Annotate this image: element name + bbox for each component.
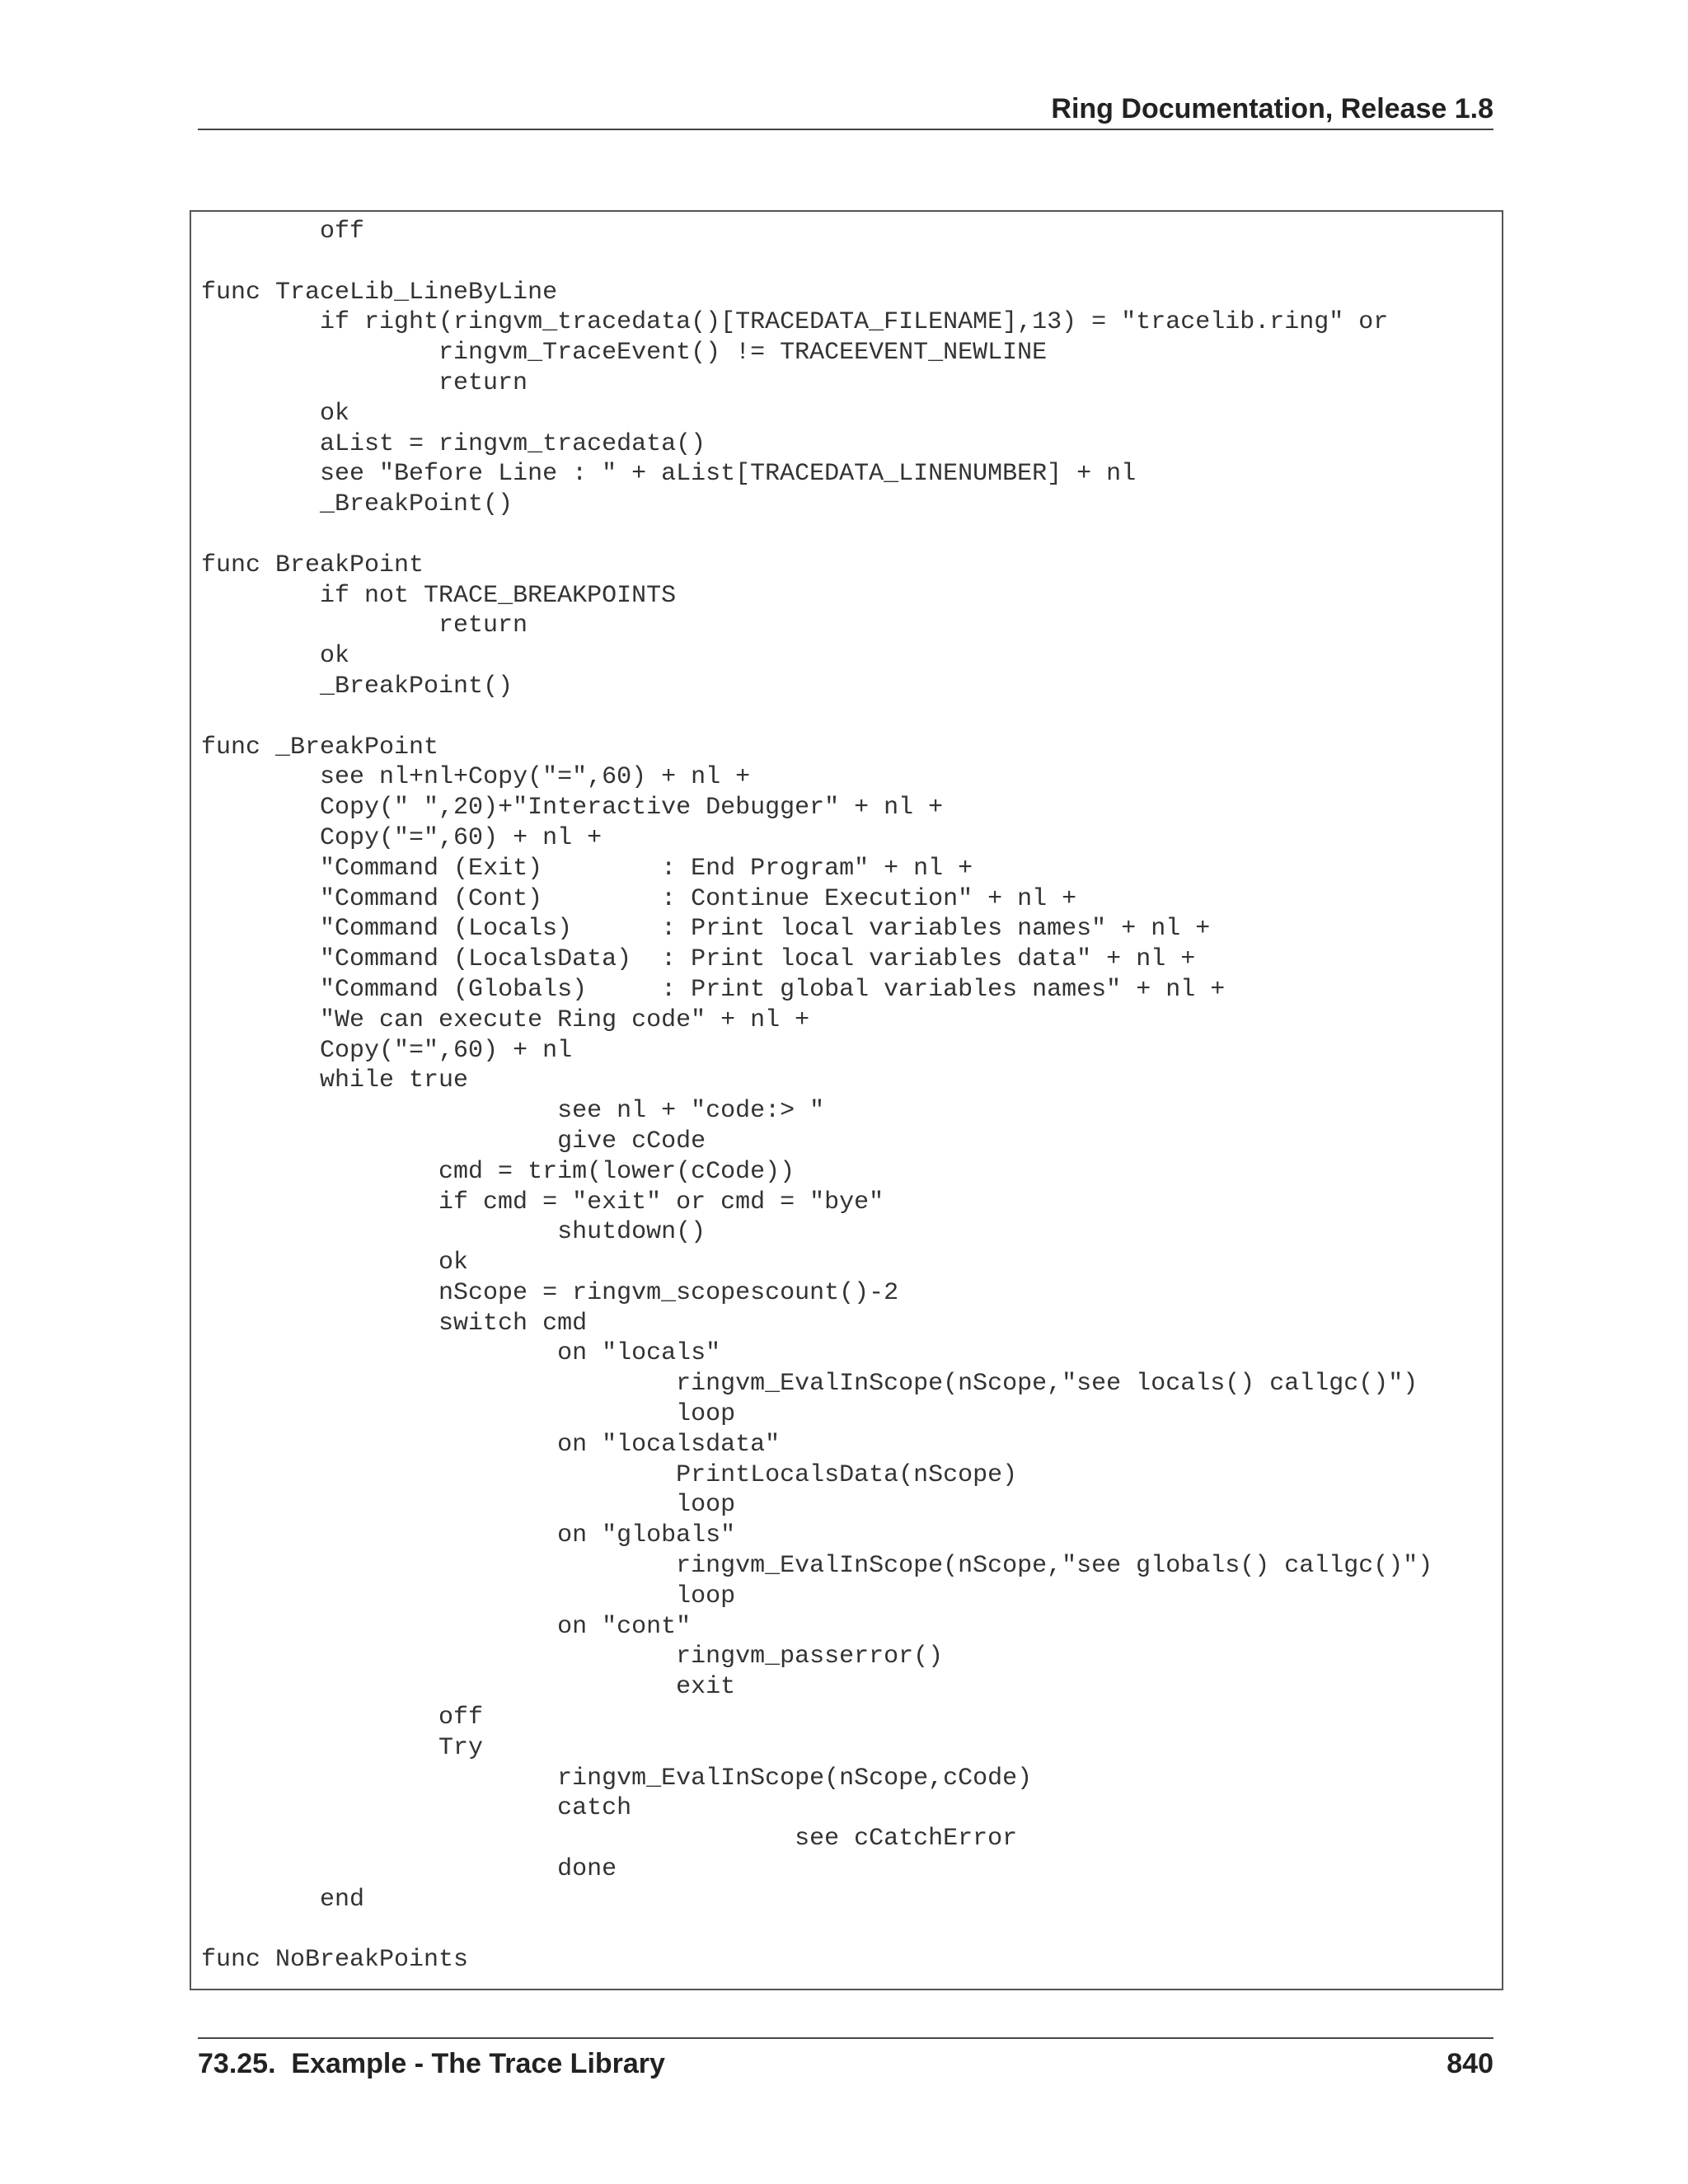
page-number: 840 — [1447, 2048, 1493, 2079]
page-footer — [198, 2037, 1493, 2087]
code-listing: off func TraceLib_LineByLine if right(ringvm_tracedata()[TRACEDATA_FILENAME],13) = "tracelib.ring" or ringvm_TraceEvent() != TRACEEVENT_NEWLINE return ok aList = ringvm_tracedata() see "Before Line : " + aList[TRACEDATA_LINENUMBER] + nl _BreakPoint() func BreakPoint if not TRACE_BREAKPOINTS return ok _BreakPoint() func _BreakPoint see nl+nl+Copy("=",60) + nl + Copy(" ",20)+"Interactive Debugger" + nl + Copy("=",60) + nl + "Command (Exit) : End Program" + nl + "Command (Cont) : Continue Execution" + nl + "Command (Locals) : Print local variables names" + nl + "Command (LocalsData) : Print local variables data" + nl + "Command (Globals) : Print global variables names" + nl + "We can execute Ring code" + nl + Copy("=",60) + nl while true see nl + "code:> " give cCode cmd = trim(lower(cCode)) if cmd = "exit" or cmd = "bye" shutdown() ok nScope = ringvm_scopescount()-2 switch cmd on "locals" ringvm_EvalInScope(nScope,"see locals() callgc()") loop on "localsdata" PrintLocalsData(nScope) loop on "globals" ringvm_EvalInScope(nScope,"see globals() callgc()") loop on "cont" ringvm_passerror() exit off Try ringvm_EvalInScope(nScope,cCode) catch see cCatchError done end func NoBreakPoints — [201, 218, 1433, 1975]
page-header — [198, 89, 1493, 130]
document-title: Ring Documentation, Release 1.8 — [1051, 93, 1493, 124]
code-block — [190, 210, 1503, 1990]
section-title: 73.25. Example - The Trace Library — [198, 2048, 665, 2079]
